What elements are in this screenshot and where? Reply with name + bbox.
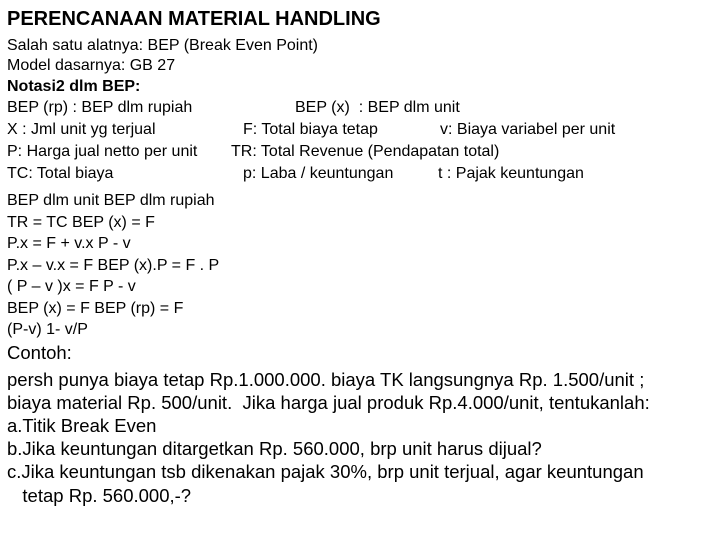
page-title: PERENCANAAN MATERIAL HANDLING [7, 8, 381, 30]
notation-cell: X : Jml unit yg terjual [7, 121, 156, 138]
formula-line: P.x – v.x = F BEP (x).P = F . P [7, 257, 220, 274]
example-line: a.Titik Break Even [7, 415, 157, 436]
example-line: biaya material Rp. 500/unit. Jika harga jual produk Rp.4.000/unit, tentukanlah: [7, 392, 650, 413]
formula-line: P.x = F + v.x P - v [7, 235, 131, 252]
formula-line: TR = TC BEP (x) = F [7, 214, 155, 231]
notation-cell: v: Biaya variabel per unit [440, 121, 616, 138]
formula-line: ( P – v )x = F P - v [7, 278, 136, 295]
notation-heading: Notasi2 dlm BEP: [7, 78, 141, 95]
notation-cell: BEP (x) : BEP dlm unit [295, 99, 460, 116]
formula-line: (P-v) 1- v/P [7, 321, 88, 338]
notation-cell: BEP (rp) : BEP dlm rupiah [7, 99, 193, 116]
example-line: tetap Rp. 560.000,-? [7, 485, 192, 506]
example-line: c.Jika keuntungan tsb dikenakan pajak 30%, brp unit terjual, agar keuntungan [7, 461, 644, 482]
notation-cell: t : Pajak keuntungan [438, 165, 584, 182]
notation-cell: TC: Total biaya [7, 165, 114, 182]
example-line: b.Jika keuntungan ditargetkan Rp. 560.000, brp unit harus dijual? [7, 438, 542, 459]
notation-cell: TR: Total Revenue (Pendapatan total) [231, 143, 500, 160]
notation-cell: P: Harga jual netto per unit [7, 143, 198, 160]
notation-cell: p: Laba / keuntungan [243, 165, 394, 182]
formula-line: BEP (x) = F BEP (rp) = F [7, 300, 184, 317]
example-line: persh punya biaya tetap Rp.1.000.000. biaya TK langsungnya Rp. 1.500/unit ; [7, 369, 645, 390]
notation-cell: F: Total biaya tetap [243, 121, 378, 138]
formula-line: BEP dlm unit BEP dlm rupiah [7, 192, 215, 209]
intro-line: Salah satu alatnya: BEP (Break Even Point) [7, 37, 318, 54]
example-heading: Contoh: [7, 342, 72, 363]
intro-line: Model dasarnya: GB 27 [7, 57, 176, 74]
